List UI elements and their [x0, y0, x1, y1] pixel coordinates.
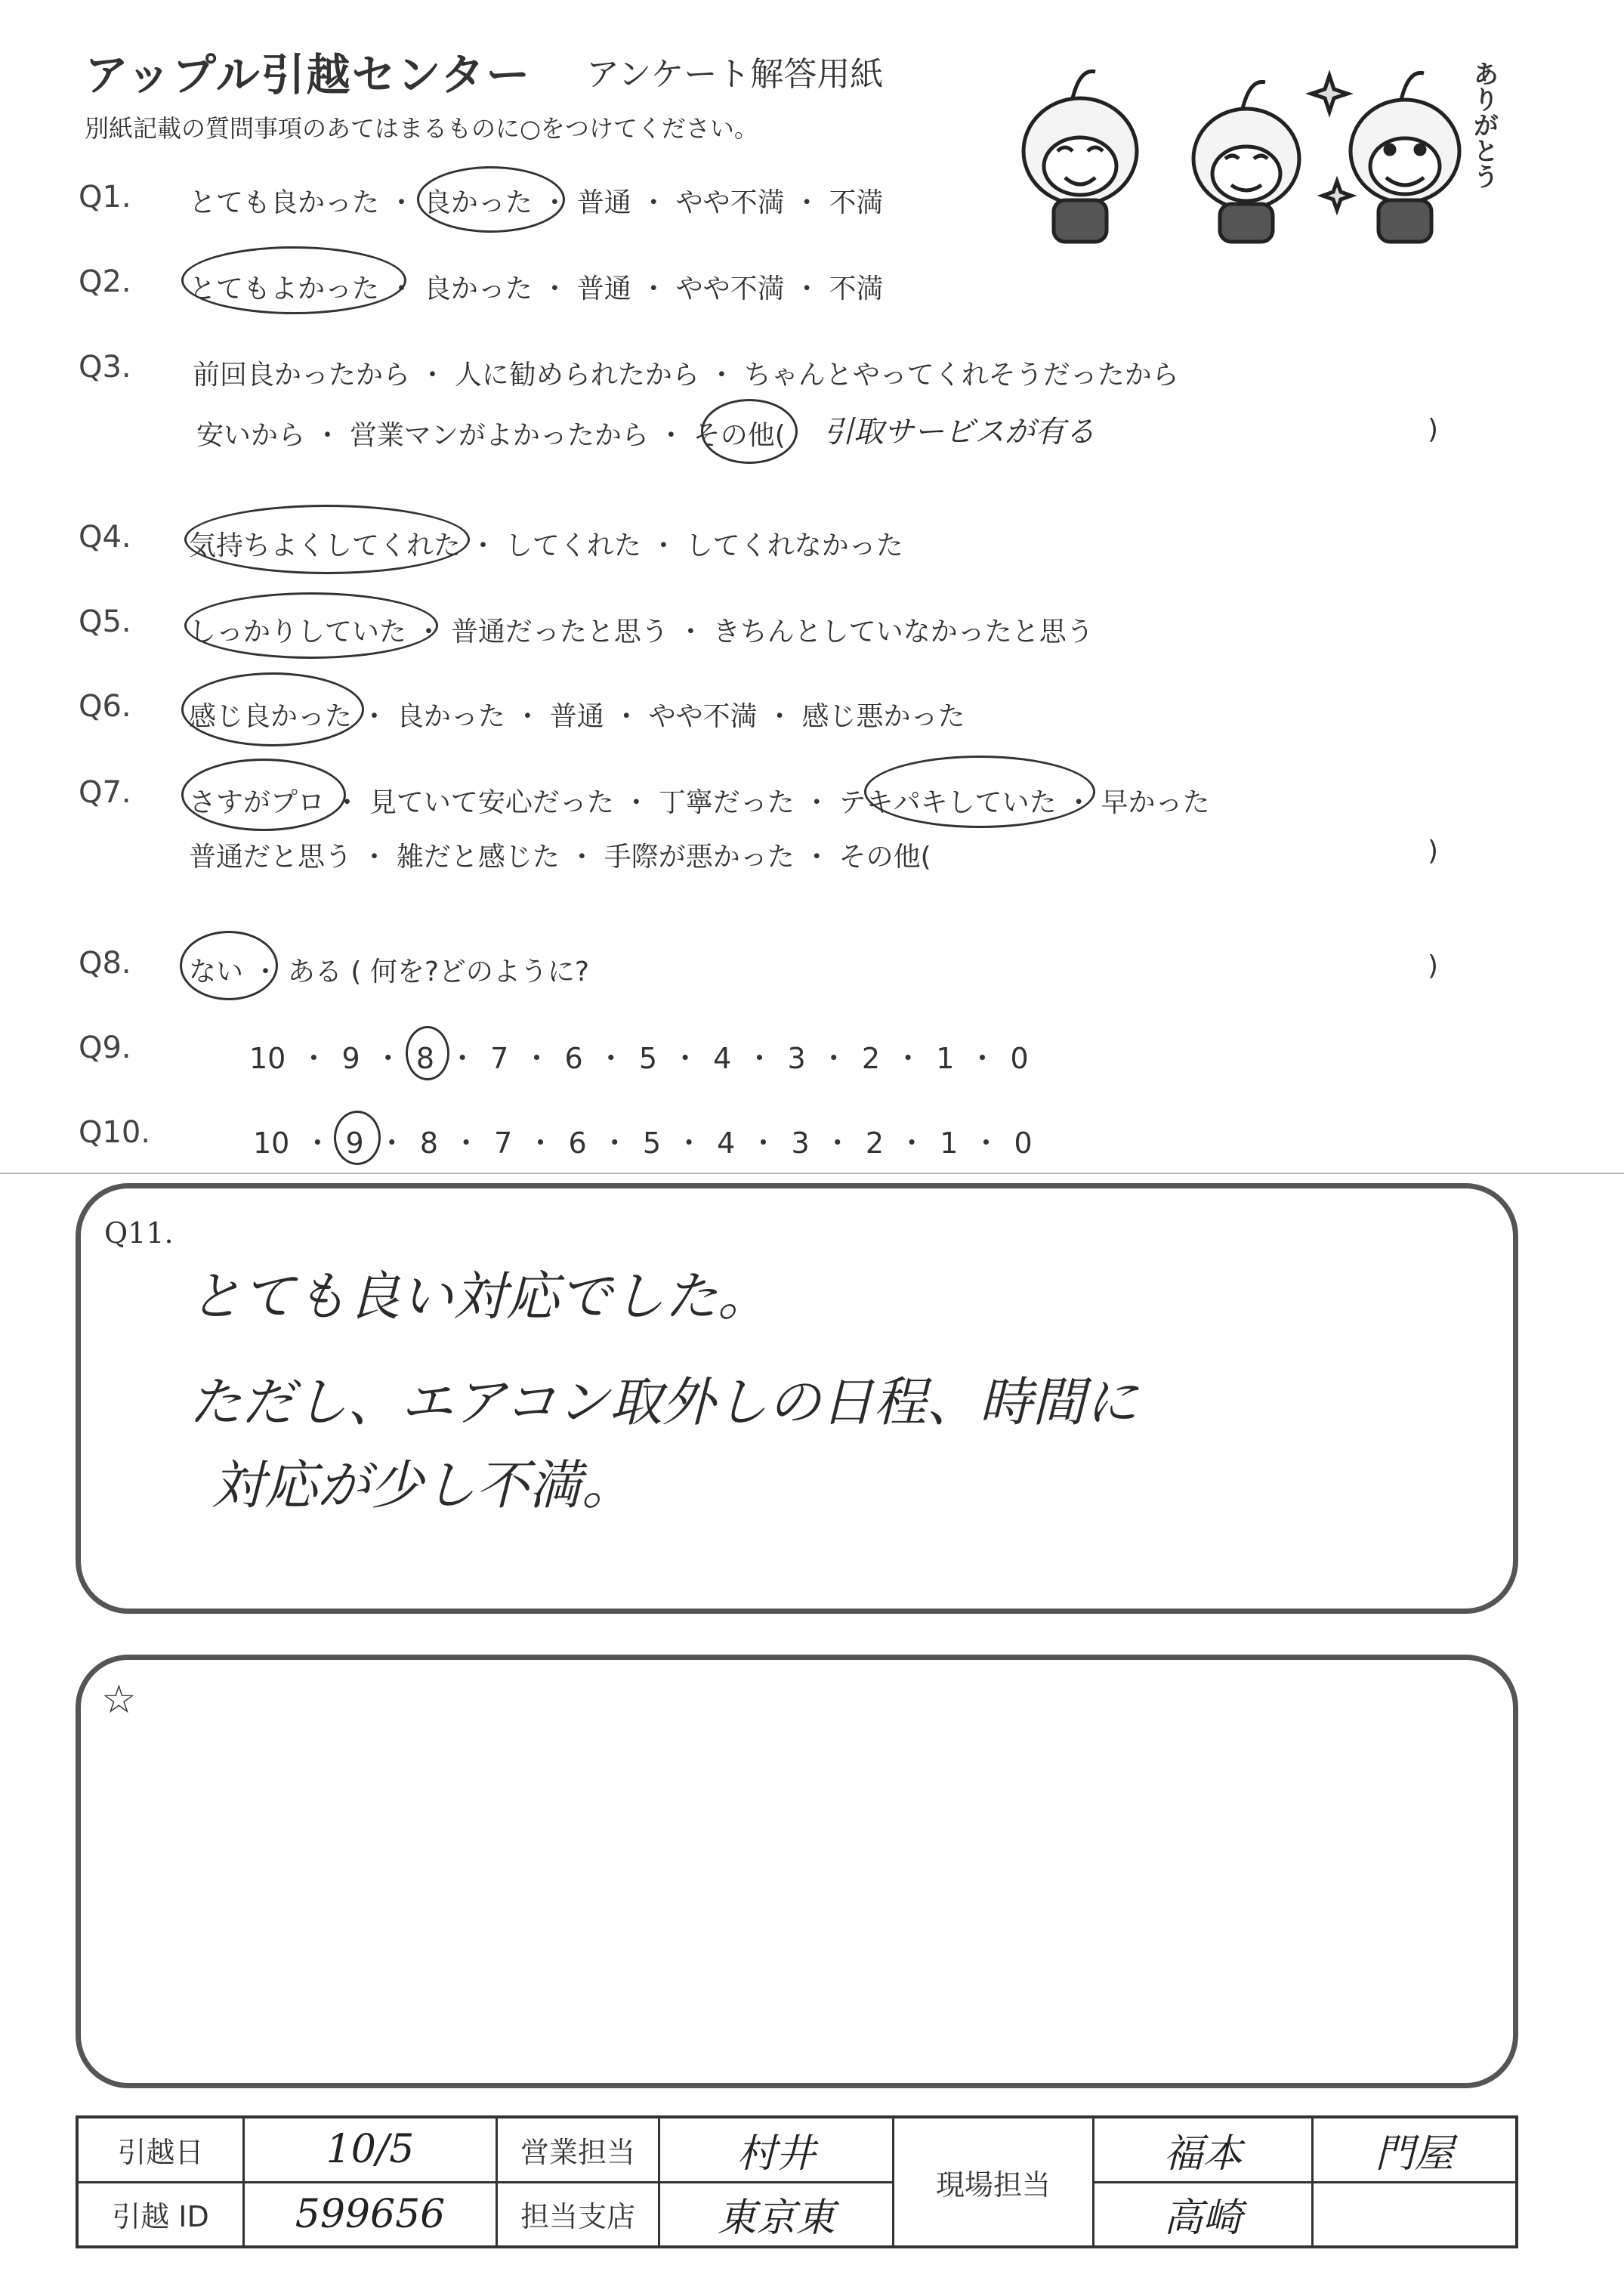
q9-scale[interactable]: 10 ・ 9 ・ 8 ・ 7 ・ 6 ・ 5 ・ 4 ・ 3 ・ 2 ・ 1 ・ 0: [249, 1042, 1029, 1075]
q9-answer-circle: [406, 1026, 449, 1080]
q11-comment-line3: 対応が少し不満。: [211, 1454, 634, 1516]
q6-answer-circle: [181, 672, 364, 746]
q3-label: Q3.: [79, 350, 131, 385]
q2-options[interactable]: とてもよかった ・ 良かった ・ 普通 ・ やや不満 ・ 不満: [189, 273, 884, 304]
q5-answer-circle: [184, 592, 438, 659]
q7-paren-close: ): [1428, 836, 1439, 867]
sales-label: 営業担当: [497, 2117, 659, 2182]
q1-options[interactable]: とても良かった ・ 良かった ・ 普通 ・ やや不満 ・ 不満: [189, 187, 884, 218]
form-subtitle: アンケート解答用紙: [586, 55, 884, 94]
thanks-text: ありがとう: [1468, 60, 1499, 189]
fold-line: [0, 1173, 1624, 1174]
field-staff-value-3[interactable]: 高崎: [1094, 2182, 1313, 2247]
field-staff-value-2[interactable]: 門屋: [1313, 2117, 1517, 2182]
q3-options-line1[interactable]: 前回良かったから ・ 人に勧められたから ・ ちゃんとやってくれそうだったから: [193, 360, 1179, 391]
q11-comment-line2: ただし、エアコン取外しの日程、時間に: [189, 1371, 1138, 1433]
q6-options[interactable]: 感じ良かった ・ 良かった ・ 普通 ・ やや不満 ・ 感じ悪かった: [189, 701, 965, 732]
q8-paren-close: ): [1428, 950, 1439, 981]
form-title: アップル引越センター: [85, 49, 532, 100]
q3-other-handwriting: 引取サービスが有る: [823, 415, 1095, 450]
q2-label: Q2.: [79, 264, 131, 299]
field-staff-value-1[interactable]: 福本: [1094, 2117, 1313, 2182]
free-comment-box[interactable]: [76, 1655, 1518, 2088]
branch-label: 担当支店: [497, 2182, 659, 2247]
q7-options-line2[interactable]: 普通だと思う ・ 雑だと感じた ・ 手際が悪かった ・ その他(: [189, 842, 931, 873]
footer-info-table: [76, 2115, 1518, 2248]
form-instruction: 別紙記載の質問事項のあてはまるものに○をつけてください。: [85, 114, 758, 143]
move-id-value[interactable]: 599656: [244, 2182, 497, 2247]
move-date-label: 引越日: [77, 2117, 244, 2182]
q7-options-line1[interactable]: さすがプロ ・ 見ていて安心だった ・ 丁寧だった ・ テキパキしていた ・ 早かった: [189, 787, 1210, 818]
q4-label: Q4.: [79, 520, 131, 555]
field-staff-empty[interactable]: [1313, 2182, 1517, 2247]
q9-label: Q9.: [79, 1031, 131, 1065]
q7-answer-circle-1: [181, 759, 346, 831]
q8-options[interactable]: ない ・ ある ( 何を?どのように?: [189, 956, 590, 987]
q3-options-line2[interactable]: 安いから ・ 営業マンがよかったから ・ その他(: [196, 420, 786, 451]
q10-answer-circle: [334, 1111, 381, 1165]
monkey-mascots-illustration: [982, 45, 1526, 249]
field-staff-label: 現場担当: [894, 2117, 1094, 2247]
q3-paren-close: ): [1428, 414, 1439, 445]
q4-answer-circle: [184, 505, 470, 574]
move-date-value[interactable]: 10/5: [244, 2117, 497, 2182]
q6-label: Q6.: [79, 689, 131, 724]
q4-options[interactable]: 気持ちよくしてくれた ・ してくれた ・ してくれなかった: [189, 530, 903, 561]
q1-label: Q1.: [79, 180, 131, 215]
star-icon: ☆: [101, 1677, 137, 1723]
q11-comment-line1: とても良い対応でした。: [189, 1265, 770, 1327]
branch-value[interactable]: 東京東: [659, 2182, 894, 2247]
q5-label: Q5.: [79, 604, 131, 639]
q10-label: Q10.: [79, 1115, 151, 1150]
move-id-label: 引越 ID: [77, 2182, 244, 2247]
q1-answer-circle: [417, 166, 565, 233]
sales-value[interactable]: 村井: [659, 2117, 894, 2182]
q11-label: Q11.: [104, 1216, 174, 1250]
q10-scale[interactable]: 10 ・ 9 ・ 8 ・ 7 ・ 6 ・ 5 ・ 4 ・ 3 ・ 2 ・ 1 ・ 0: [253, 1126, 1033, 1160]
q2-answer-circle: [181, 246, 406, 314]
q7-answer-circle-2: [864, 756, 1095, 828]
q3-answer-circle: [701, 399, 798, 464]
q7-label: Q7.: [79, 775, 131, 810]
q8-answer-circle: [180, 931, 278, 1000]
q5-options[interactable]: しっかりしていた ・ 普通だったと思う ・ きちんとしていなかったと思う: [189, 617, 1094, 647]
q8-label: Q8.: [79, 946, 131, 981]
